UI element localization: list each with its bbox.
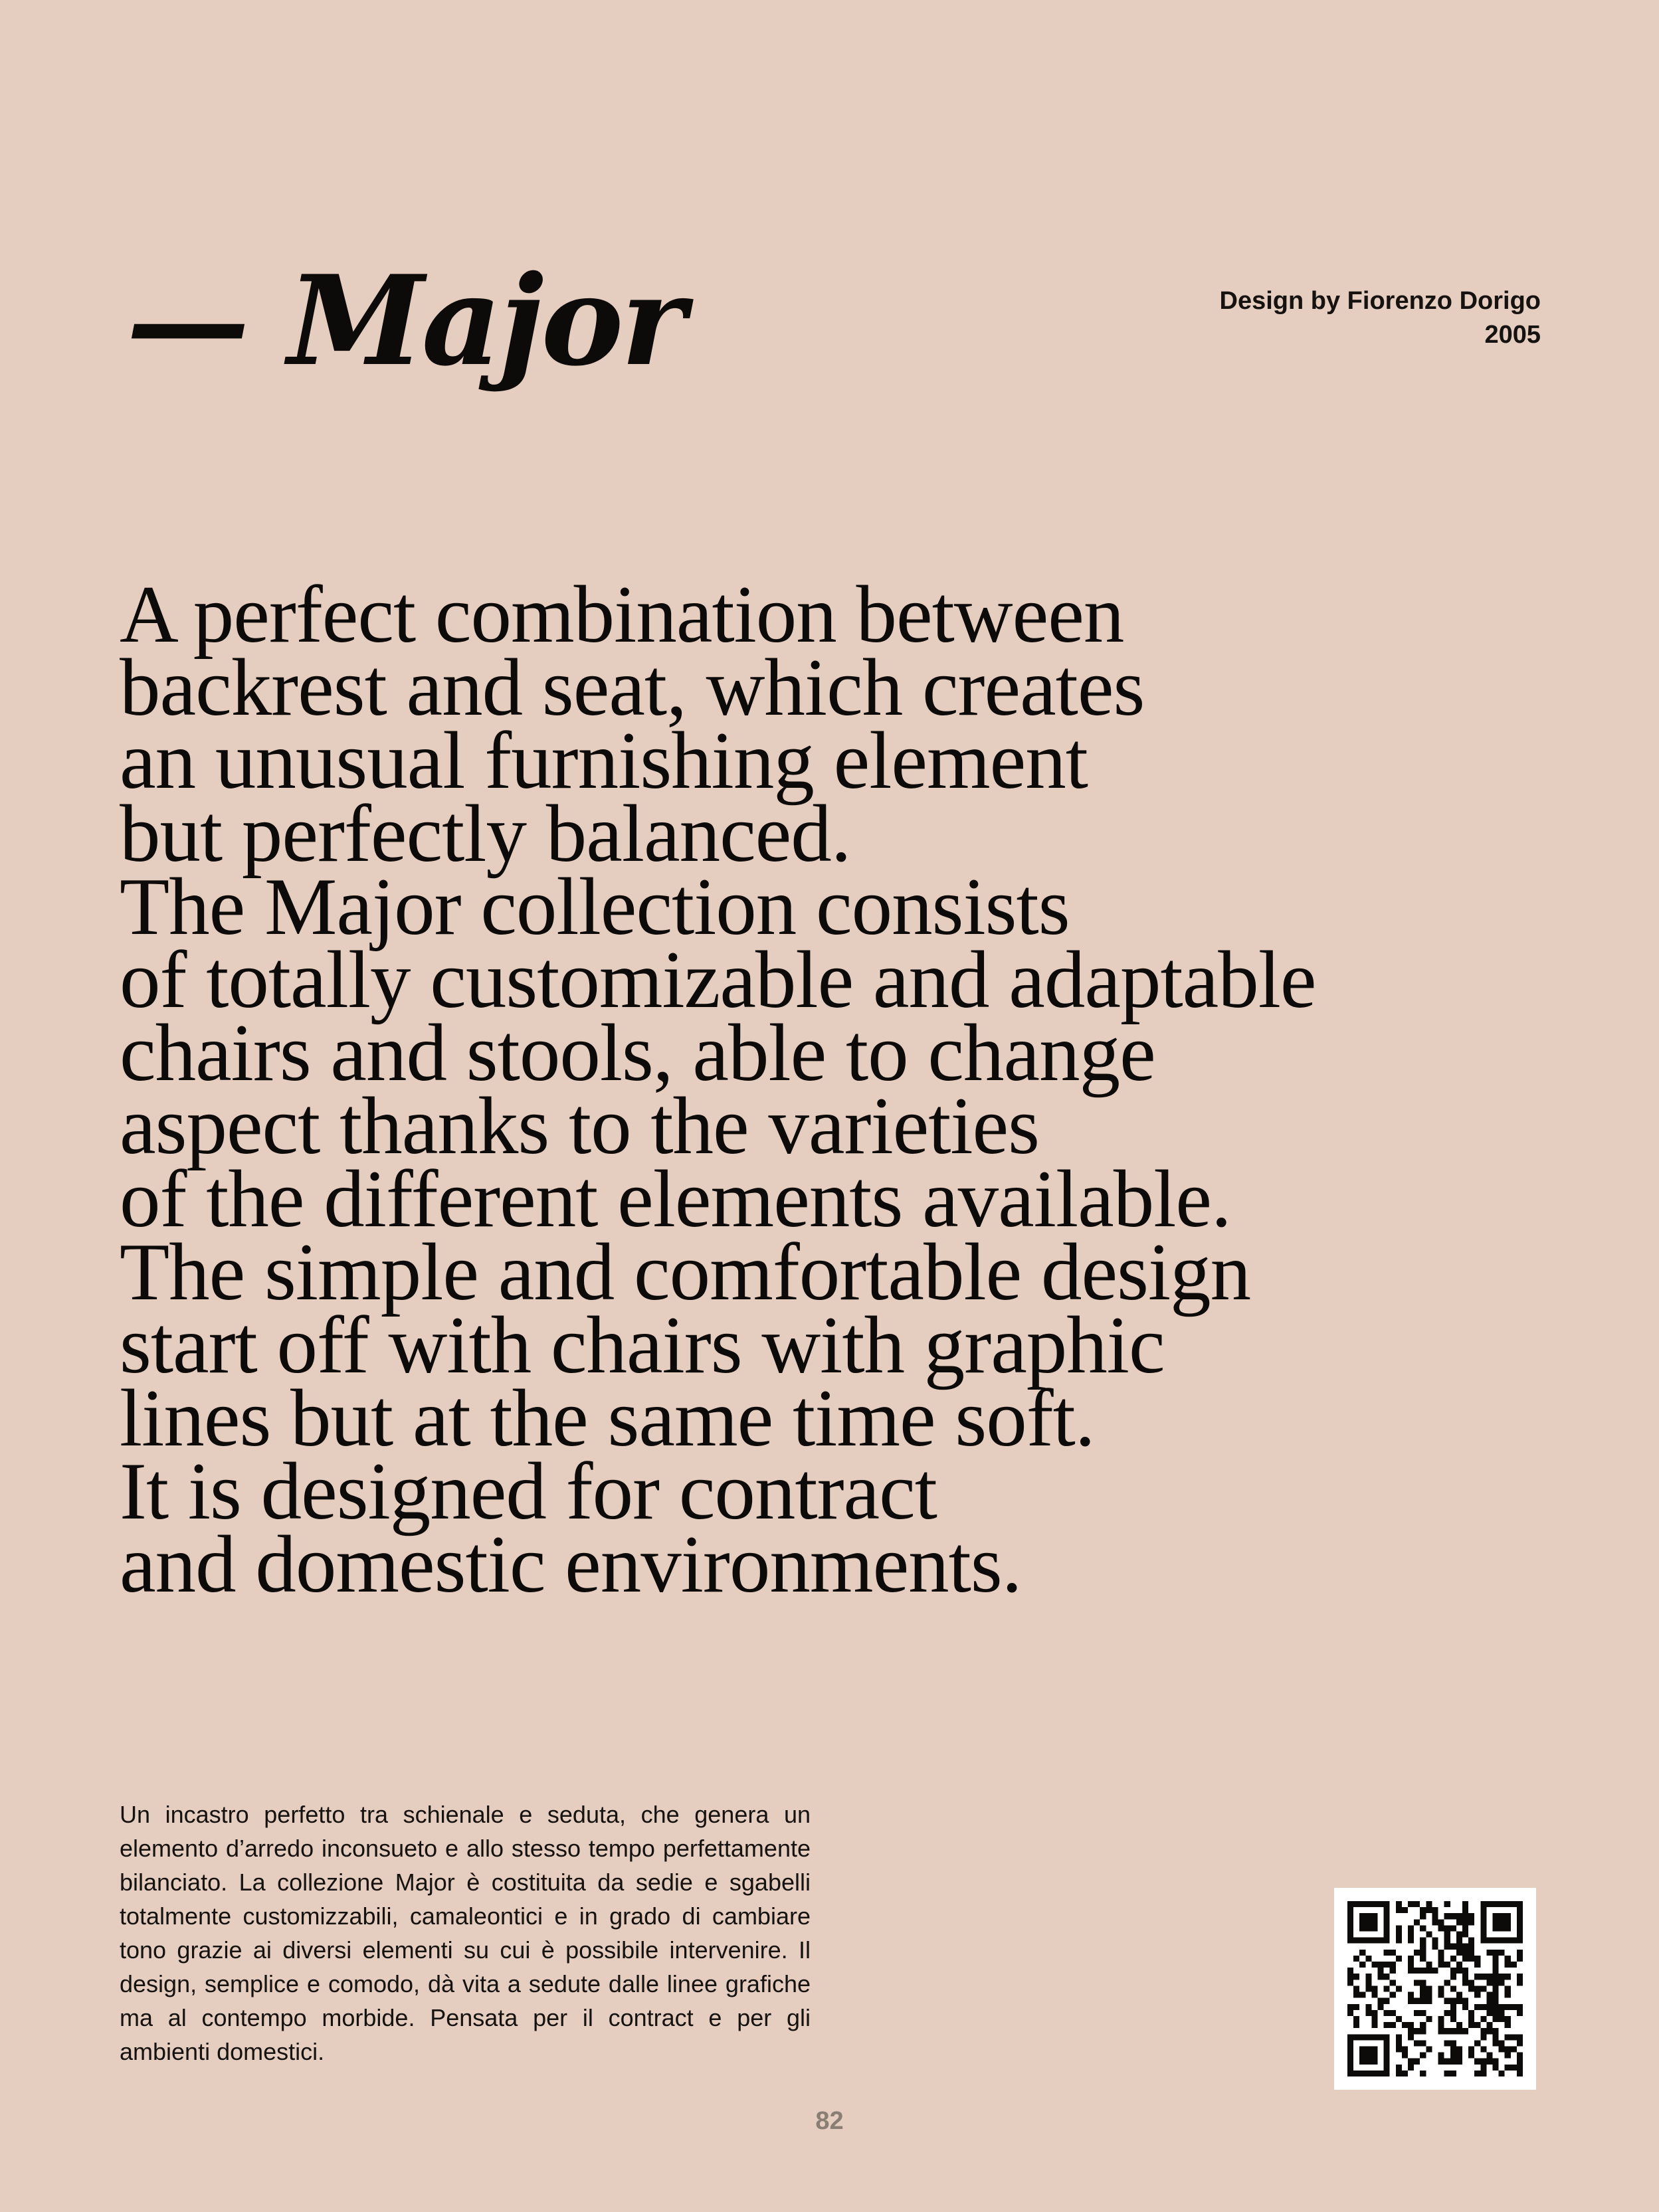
description-line: of totally customizable and adaptable xyxy=(120,934,1316,1025)
qr-code-icon xyxy=(1347,1901,1523,2076)
description-line: The Major collection consists xyxy=(120,861,1070,952)
design-credits xyxy=(1220,284,1541,352)
designer-credit: Design by Fiorenzo Dorigo xyxy=(1219,287,1541,315)
description-line: backrest and seat, which creates xyxy=(120,642,1145,733)
page-number: 82 xyxy=(815,2107,844,2135)
page-title: — Major xyxy=(126,248,684,393)
description-line: but perfectly balanced. xyxy=(120,788,851,879)
description-line: A perfect combination between xyxy=(120,569,1124,660)
description-line: an unusual furnishing element xyxy=(120,715,1088,806)
description-line: and domestic environments. xyxy=(120,1519,1022,1610)
description-line: start off with chairs with graphic xyxy=(120,1299,1165,1390)
italian-description: Un incastro perfetto tra schienale e seduta, che genera un elemento d’arredo inconsueto e allo stesso tempo perfettamente bilanciato. La collezione Major è costituita da sedie e sgabelli totalmente customizzabili, camaleontici e in grado di cambiare tono grazie ai diversi elementi su cui è possibile intervenire. Il design, semplice e comodo, dà vita a sedute dalle linee grafiche ma al contempo morbide. Pensata per il contract e per gli ambienti domestici. xyxy=(120,1801,811,2065)
description-line: It is designed for contract xyxy=(120,1445,937,1536)
description-line: aspect thanks to the varieties xyxy=(120,1080,1040,1171)
description-line: of the different elements available. xyxy=(120,1153,1231,1244)
qr-code[interactable] xyxy=(1334,1888,1536,2090)
description-line: chairs and stools, able to change xyxy=(120,1007,1155,1098)
english-description xyxy=(120,569,1581,1610)
design-year: 2005 xyxy=(1484,321,1541,349)
description-line: lines but at the same time soft. xyxy=(120,1372,1095,1463)
description-line: The simple and comfortable design xyxy=(120,1226,1251,1317)
